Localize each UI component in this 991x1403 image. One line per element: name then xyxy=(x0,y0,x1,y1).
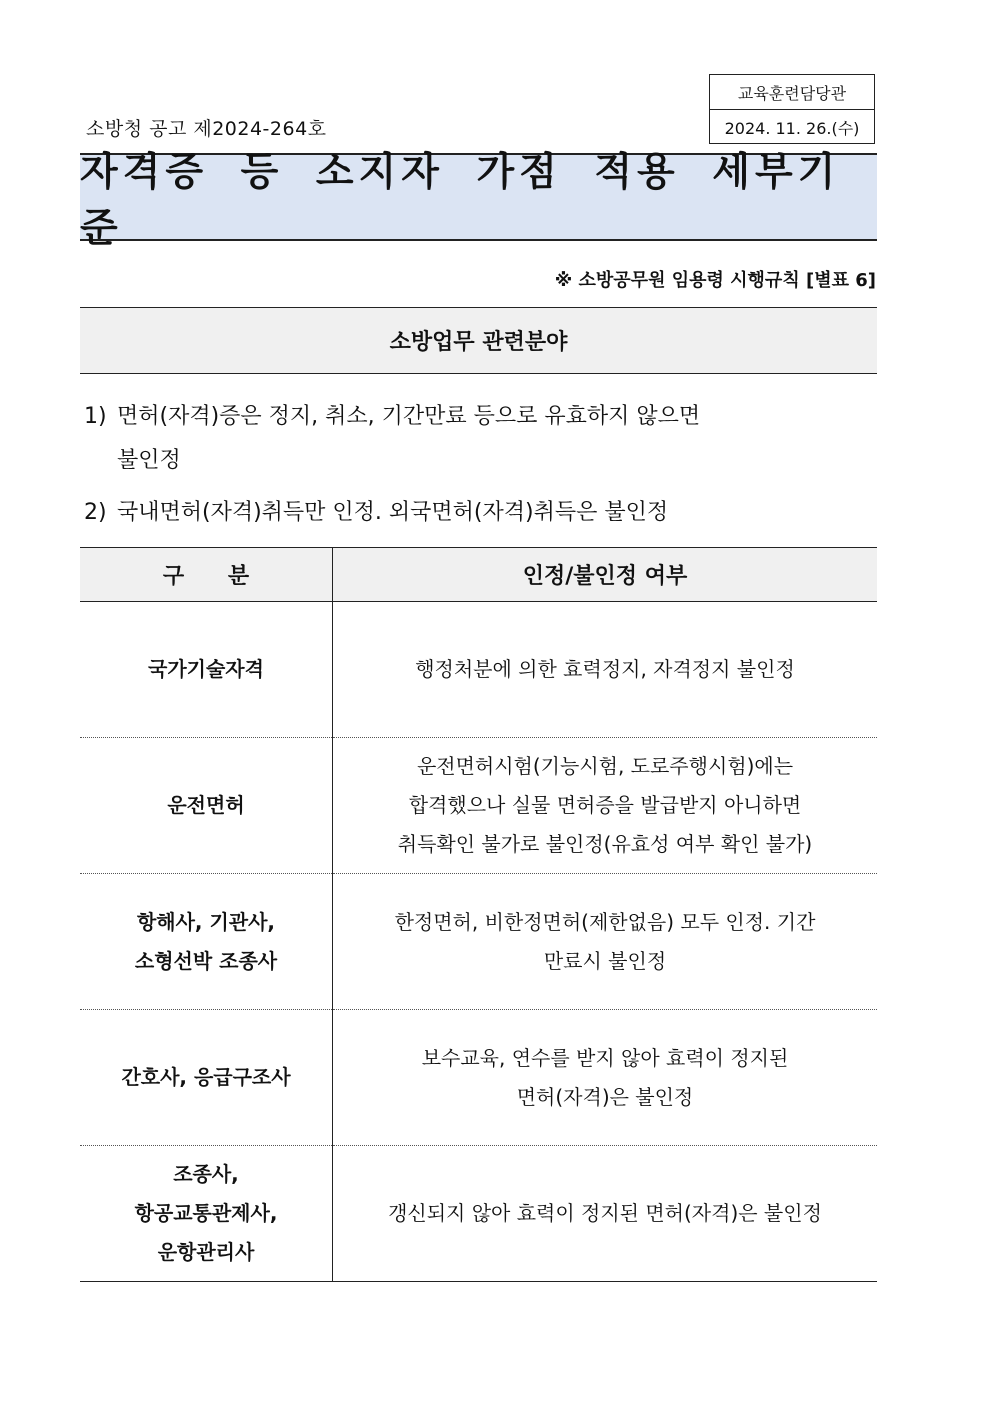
criteria-line: 면허(자격)은 불인정 xyxy=(516,1084,694,1109)
note-text: 국내면허(자격)취득만 인정. 외국면허(자격)취득은 불인정 xyxy=(117,500,669,525)
table-row xyxy=(80,1010,877,1146)
note-text-continued: 불인정 xyxy=(117,448,181,473)
note-item xyxy=(84,491,668,535)
category-cell xyxy=(80,1146,333,1282)
criteria-line: 만료시 불인정 xyxy=(543,948,667,973)
criteria-line: 한정면허, 비한정면허(제한없음) 모두 인정. 기간 xyxy=(394,909,816,934)
category-line: 조종사, xyxy=(173,1162,239,1186)
department-stamp-box xyxy=(709,74,875,144)
criteria-cell xyxy=(333,738,878,874)
section-header xyxy=(80,307,877,374)
notice-number: 소방청 공고 제2024-264호 xyxy=(86,118,327,140)
category-line: 항공교통관제사, xyxy=(134,1201,278,1225)
criteria-cell xyxy=(333,1146,878,1282)
criteria-line: 갱신되지 않아 효력이 정지된 면허(자격)은 불인정 xyxy=(388,1201,822,1225)
table-row xyxy=(80,874,877,1010)
table-row xyxy=(80,602,877,738)
table-header-row xyxy=(80,548,877,602)
criteria-table xyxy=(80,547,877,1282)
notice-date: 2024. 11. 26.(수) xyxy=(724,118,860,138)
category-cell xyxy=(80,1010,333,1146)
category-cell xyxy=(80,874,333,1010)
legal-reference: ※ 소방공무원 임용령 시행규칙 [별표 6] xyxy=(554,270,876,291)
criteria-cell xyxy=(333,602,878,738)
column-header-criteria: 인정/불인정 여부 xyxy=(333,548,878,602)
criteria-line: 운전면허시험(기능시험, 도로주행시험)에는 xyxy=(416,754,794,778)
department-name: 교육훈련담당관 xyxy=(710,75,874,110)
note-item xyxy=(84,395,700,483)
section-title: 소방업무 관련분야 xyxy=(389,330,568,355)
category-cell xyxy=(80,602,333,738)
category-line: 소형선박 조종사 xyxy=(134,948,278,973)
category-line: 항해사, 기관사, xyxy=(136,909,276,934)
criteria-line: 행정처분에 의한 효력정지, 자격정지 불인정 xyxy=(415,657,795,681)
title-banner xyxy=(80,150,877,251)
note-text: 면허(자격)증은 정지, 취소, 기간만료 등으로 유효하지 않으면 xyxy=(117,404,701,429)
table-row xyxy=(80,738,877,874)
category-line: 운전면허 xyxy=(167,793,245,817)
note-number: 1) xyxy=(84,404,107,429)
criteria-line: 합격했으나 실물 면허증을 발급받지 아니하면 xyxy=(408,793,802,817)
document-title: 자격증 등 소지자 가점 적용 세부기준 xyxy=(80,150,841,251)
category-line: 국가기술자격 xyxy=(148,657,264,681)
criteria-cell xyxy=(333,1010,878,1146)
category-line: 간호사, 응급구조사 xyxy=(121,1065,291,1089)
column-header-category: 구 분 xyxy=(80,548,333,602)
criteria-cell xyxy=(333,874,878,1010)
table-row xyxy=(80,1146,877,1282)
criteria-line: 취득확인 불가로 불인정(유효성 여부 확인 불가) xyxy=(397,832,813,856)
criteria-line: 보수교육, 연수를 받지 않아 효력이 정지된 xyxy=(421,1045,789,1070)
category-cell xyxy=(80,738,333,874)
category-line: 운항관리사 xyxy=(157,1240,255,1264)
note-number: 2) xyxy=(84,500,107,525)
